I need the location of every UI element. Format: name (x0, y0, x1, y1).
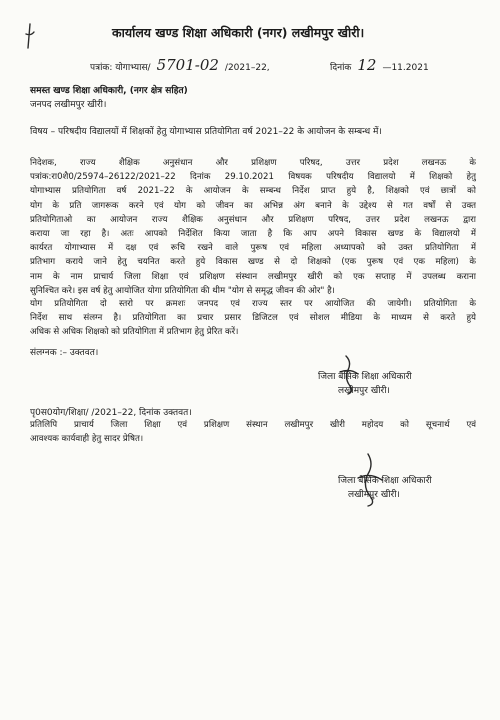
body-paragraph-1 (30, 156, 476, 298)
office-title: कार्यालय खण्ड शिक्षा अधिकारी (नगर) लखीमपुर खीरी। (112, 25, 365, 40)
ref-number-handwritten: 5701-02 (156, 56, 219, 74)
text-line: कार्यरत योगाभ्यास में दक्ष एवं रूचि रखने वाले पुरूष एवं महिला अध्यापको को उक्त प्रतियोगिता में (30, 243, 476, 254)
ref-label: पत्रांक: योगाभ्यास/ (90, 63, 151, 73)
addressee-line-1: समस्त खण्ड शिक्षा अधिकारी, (नगर क्षेत्र सहित) (30, 86, 188, 96)
text-line: प्रतियोगिताओ का आयोजन राज्य शैक्षिक अनुसंधान और प्रशिक्षण परिषद, उत्तर प्रदेश लखनऊ द्वारा (30, 214, 476, 225)
text-line: अधिक से अधिक शिक्षको को प्रतियोगिता में प्रतिभाग हेतु प्रेरित करें। (30, 327, 239, 338)
text-line: निर्देश साथ संलग्न है। प्रतियोगिता का प्रचार प्रसार डिजिटल एवं सोशल मीडिया के माध्यम से करते हुये (30, 313, 476, 324)
text-line: पत्रांक:रा0शै0/25974–26122/2021–22 दिनांक 29.10.2021 विषयक परिषदीय विद्यालयो में शिक्षको हेतु (30, 172, 476, 183)
signatory-designation: जिला बेसिक शिक्षा अधिकारी (338, 476, 432, 486)
signature-block-2 (338, 474, 432, 502)
text-line: आवश्यक कार्यवाही हेतु सादर प्रेषित। (30, 434, 144, 445)
text-line: प्रतिलिपि प्राचार्य जिला शिक्षा एवं प्रशिक्षण संस्थान लखीमपुर खीरी महोदय को सूचनार्थ एवं (30, 420, 476, 430)
signatory-designation: जिला बेसिक शिक्षा अधिकारी (318, 372, 412, 382)
text-line: प्रतिभाग कराये जाने हेतु चयनित करते हुये विकास खण्ड से दो शिक्षको (एक पुरूष एवं एक महिला) के (30, 257, 476, 268)
signature-block-1 (318, 370, 412, 398)
date-day-handwritten: 12 (357, 56, 377, 74)
body-paragraph-2 (30, 297, 476, 340)
ref-suffix: /2021–22, (224, 63, 270, 73)
text-line: योग प्रतियोगिता दो स्तरो पर क्रमशः जनपद एवं राज्य स्तर पर आयोजित की जायेगी। प्रतियोगिता के (30, 299, 476, 309)
reference-line (90, 56, 270, 74)
text-line: नाम के नाम प्राचार्य जिला शिक्षा एवं प्रशिक्षण संस्थान लखीमपुर खीरी को एक सप्ताह में उपलब्ध कराना (30, 271, 476, 282)
enclosure-line: संलग्नक :– उक्तवत। (30, 348, 99, 358)
signatory-location: लखीमपुर खीरी। (338, 386, 390, 396)
text-line: योग के प्रति जागरूक करने एवं योग को जीवन का अभिन्न अंग बनाने के उद्देश्य से गत वर्षों से उक्त (30, 200, 476, 211)
text-line: निदेशक, राज्य शैक्षिक अनुसंधान और प्रशिक्षण परिषद, उत्तर प्रदेश लखनऊ के (30, 158, 476, 168)
date-suffix: —11.2021 (382, 63, 429, 73)
text-line: सुनिश्चित करे। इस वर्ष हेतु आयोजित योगा प्रतियोगिता की थीम "योग से समृद्ध जीवन की ओर" है। (30, 285, 335, 296)
memo-reference-line: पृ0स0योग/शिक्षा/ /2021–22, दिनांक उक्तवत। (30, 408, 192, 418)
text-line: योगाभ्यास प्रतियोगिता वर्ष 2021–22 के आयोजन के सम्बन्ध निर्देश प्राप्त हुये है, शिक्षको एवं छात्रों को (30, 186, 476, 197)
subject-line: विषय – परिषदीय विद्यालयों में शिक्षकों हेतु योगाभ्यास प्रतियोगिता वर्ष 2021–22 के आयोजन के सम्बन्ध में। (30, 127, 382, 137)
date-line (330, 56, 429, 74)
signatory-location: लखीमपुर खीरी। (348, 490, 400, 500)
copy-to-paragraph (30, 418, 476, 446)
date-label: दिनांक (330, 63, 352, 73)
text-line: कराया जा रहा है। अतः आपको निर्देशित किया जाता है कि आप अपने विकास खण्ड के विद्यालयो में (30, 229, 476, 240)
handwritten-mark (22, 22, 38, 52)
addressee-line-2: जनपद लखीमपुर खीरी। (30, 100, 107, 110)
